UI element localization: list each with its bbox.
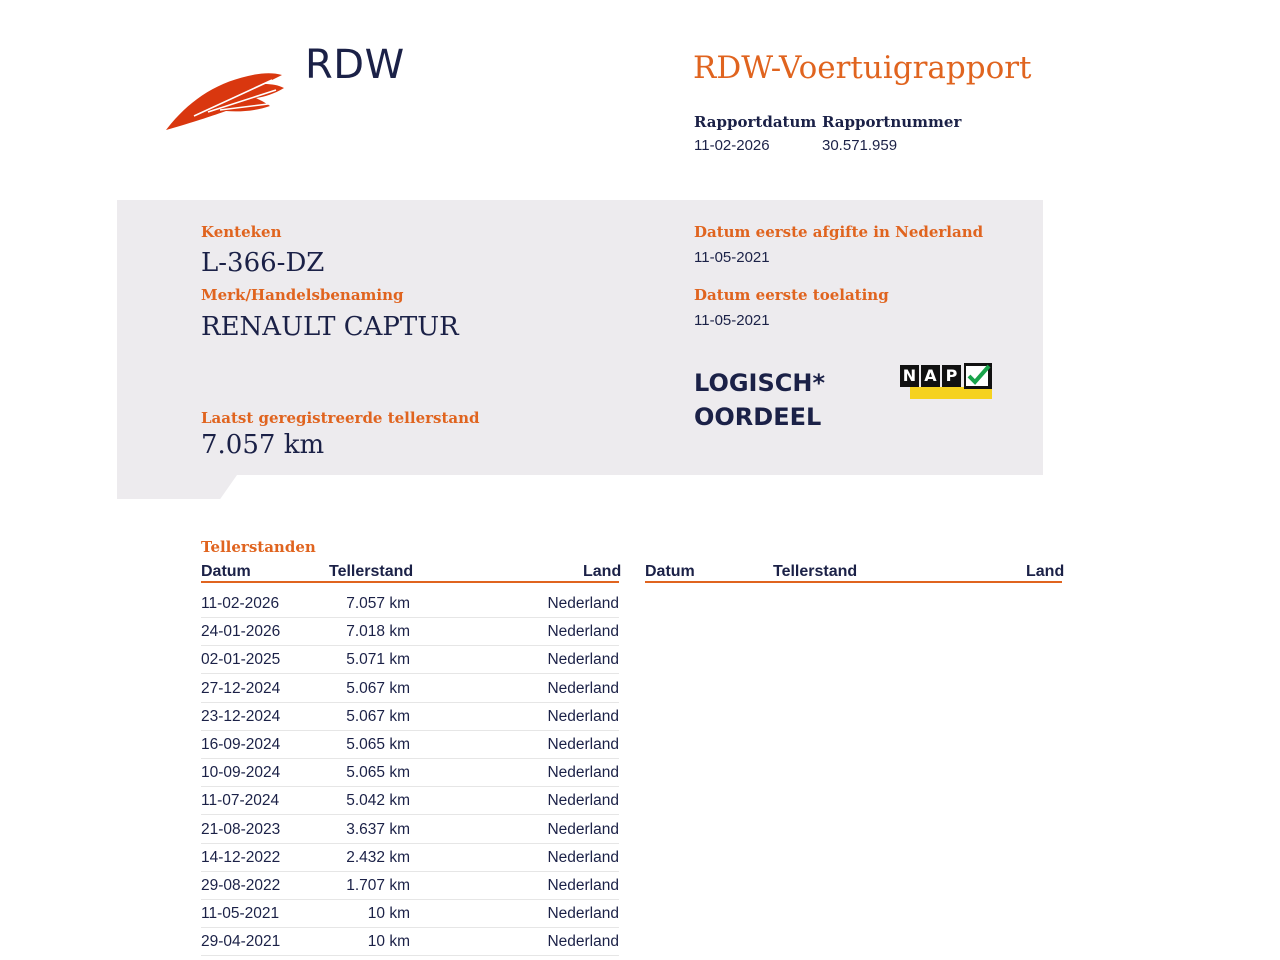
table-row	[201, 786, 619, 815]
table-row	[201, 674, 619, 703]
tellerstand-value: 7.057 km	[201, 430, 325, 460]
cell-land: Nederland	[547, 877, 619, 894]
cell-land: Nederland	[547, 679, 619, 697]
table-row	[201, 927, 619, 956]
cell-land: Nederland	[547, 820, 619, 838]
panel-tab-decoration	[117, 475, 237, 499]
cell-datum: 24-01-2026	[201, 623, 281, 641]
eerste-afgifte-value: 11-05-2021	[694, 249, 770, 266]
rdw-logo-icon	[164, 64, 288, 134]
merk-value: RENAULT CAPTUR	[201, 312, 459, 342]
cell-tellerstand: 5.065 km	[346, 764, 410, 782]
cell-land: Nederland	[547, 595, 619, 612]
cell-datum: 16-09-2024	[201, 736, 281, 753]
cell-datum: 21-08-2023	[201, 820, 281, 838]
table-row	[201, 702, 619, 731]
col-header-land-2: Land	[1026, 563, 1065, 580]
cell-datum: 29-08-2022	[201, 877, 281, 894]
check-icon	[964, 363, 992, 389]
cell-datum: 29-04-2021	[201, 933, 281, 951]
cell-tellerstand: 5.067 km	[346, 679, 410, 697]
cell-tellerstand: 5.065 km	[346, 736, 410, 753]
cell-tellerstand: 1.707 km	[346, 877, 410, 894]
cell-datum: 10-09-2024	[201, 764, 281, 782]
nap-letter-p: P	[942, 365, 961, 387]
kenteken-label: Kenteken	[201, 223, 282, 241]
nap-letter-n: N	[900, 365, 919, 387]
rapportdatum-value: 11-02-2026	[694, 137, 770, 154]
eerste-afgifte-label: Datum eerste afgifte in Nederland	[694, 223, 984, 241]
rapportdatum-label: Rapportdatum	[694, 113, 817, 131]
oordeel-line2: OORDEEL	[694, 403, 822, 431]
cell-datum: 23-12-2024	[201, 707, 281, 725]
kenteken-value: L-366-DZ	[201, 248, 325, 278]
table-row	[201, 617, 619, 646]
cell-datum: 11-07-2024	[201, 792, 280, 810]
col-header-datum-2: Datum	[645, 563, 695, 580]
cell-tellerstand: 5.071 km	[346, 651, 410, 669]
cell-tellerstand: 7.057 km	[346, 595, 410, 612]
logo-text: RDW	[305, 42, 405, 88]
table-row	[201, 899, 619, 928]
rapportnummer-value: 30.571.959	[822, 137, 898, 154]
cell-tellerstand: 3.637 km	[346, 820, 410, 838]
table-row	[201, 589, 619, 618]
cell-land: Nederland	[547, 736, 619, 753]
cell-tellerstand: 2.432 km	[346, 848, 410, 866]
tellerstand-label: Laatst geregistreerde tellerstand	[201, 409, 480, 427]
eerste-toelating-label: Datum eerste toelating	[694, 286, 889, 304]
header-rule-right	[645, 581, 1062, 583]
cell-datum: 11-05-2021	[201, 905, 280, 923]
cell-tellerstand: 10 km	[367, 933, 410, 951]
cell-tellerstand: 5.042 km	[346, 792, 410, 810]
merk-label: Merk/Handelsbenaming	[201, 286, 404, 304]
eerste-toelating-value: 11-05-2021	[694, 312, 770, 329]
cell-datum: 27-12-2024	[201, 679, 281, 697]
table-row	[201, 843, 619, 872]
report-title: RDW-Voertuigrapport	[693, 50, 1032, 86]
table-row	[201, 871, 619, 900]
rapportnummer-label: Rapportnummer	[822, 113, 962, 131]
table-row	[201, 645, 619, 674]
cell-datum: 11-02-2026	[201, 595, 280, 612]
cell-land: Nederland	[547, 792, 619, 810]
cell-land: Nederland	[547, 623, 619, 641]
nap-logo	[900, 363, 992, 399]
cell-land: Nederland	[547, 848, 619, 866]
header-rule-left	[201, 581, 619, 583]
cell-tellerstand: 10 km	[367, 905, 410, 923]
table-row	[201, 815, 619, 844]
cell-datum: 02-01-2025	[201, 651, 281, 669]
col-header-tellerstand-2: Tellerstand	[773, 563, 858, 580]
table-row	[201, 730, 619, 759]
col-header-datum: Datum	[201, 563, 251, 580]
table-row	[201, 758, 619, 787]
col-header-tellerstand: Tellerstand	[329, 563, 414, 580]
cell-land: Nederland	[547, 707, 619, 725]
nap-letter-a: A	[921, 365, 940, 387]
cell-datum: 14-12-2022	[201, 848, 281, 866]
cell-tellerstand: 7.018 km	[346, 623, 410, 641]
cell-tellerstand: 5.067 km	[346, 707, 410, 725]
tellerstanden-title: Tellerstanden	[201, 538, 316, 556]
cell-land: Nederland	[547, 905, 619, 923]
col-header-land: Land	[583, 563, 622, 580]
oordeel-line1: LOGISCH*	[694, 369, 826, 397]
cell-land: Nederland	[547, 651, 619, 669]
cell-land: Nederland	[547, 764, 619, 782]
cell-land: Nederland	[547, 933, 619, 951]
